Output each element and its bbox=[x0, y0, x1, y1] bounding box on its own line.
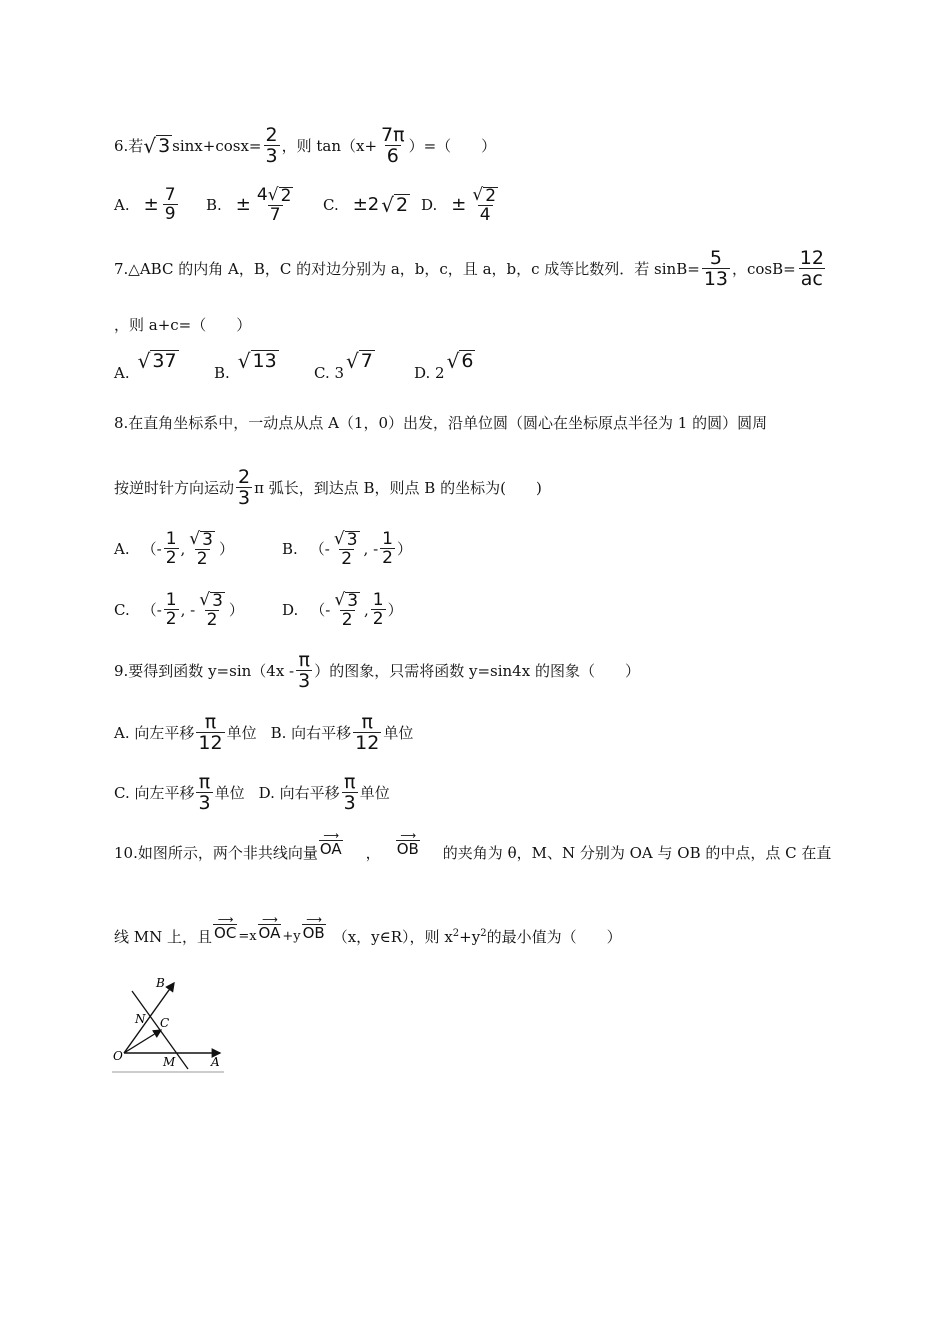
q8-text1: 8.在直角坐标系中，一动点从点 A（1，0）出发，沿单位圆（圆心在坐标原点半径为 1 的圆）圆周 bbox=[114, 414, 768, 432]
q7-stem bbox=[114, 248, 828, 289]
q6-frac2: $\frac{7\pi}{6}$ bbox=[381, 124, 405, 167]
vector-oa-2: ⟶ OA bbox=[258, 913, 281, 942]
q7-option-a[interactable]: A. √ 37 bbox=[114, 348, 177, 382]
vector-oc-line bbox=[124, 1030, 161, 1053]
q8-text2a: 按逆时针方向运动 bbox=[114, 479, 235, 497]
q6-end: ）=（ ） bbox=[408, 137, 497, 155]
q6-prefix: 6.若 bbox=[114, 137, 144, 155]
q7-stem-cont bbox=[114, 314, 251, 335]
q7-text2: ，cosB= bbox=[732, 260, 796, 278]
label-n: N bbox=[135, 1012, 146, 1026]
q7-frac1: $\frac{5}{13}$ bbox=[703, 247, 728, 290]
q10-figure bbox=[112, 973, 224, 1075]
q6-mid: sinx+cosx= bbox=[172, 136, 262, 155]
vector-ob: ⟶ OB bbox=[396, 829, 419, 858]
label-b: B bbox=[156, 976, 165, 990]
q8-stem-cont bbox=[114, 467, 542, 508]
q6-option-a[interactable]: A. ± $\frac{7}{9}$ bbox=[114, 185, 176, 224]
q6-frac1: $\frac{2}{3}$ bbox=[265, 124, 278, 167]
q8-option-d[interactable]: D. （- √ 3 2 , $\frac{1}{2}$ ） bbox=[282, 590, 403, 630]
q6-option-d[interactable]: D. ± √ 2 4 bbox=[421, 185, 497, 225]
q10-text4: （x，y∈R），则 $x^2+y^2$的最小值为（ ） bbox=[332, 928, 622, 946]
q8-text2b: π 弧长，到达点 B，则点 B 的坐标为( ) bbox=[254, 479, 542, 497]
vector-oa: ⟶ OA bbox=[319, 829, 342, 858]
label-c: C bbox=[160, 1016, 170, 1030]
q6-then: ，则 tan（x+ bbox=[281, 137, 378, 155]
q7-option-c[interactable]: C. 3 √ 7 bbox=[314, 348, 373, 382]
q8-frac: $\frac{2}{3}$ bbox=[238, 466, 251, 509]
q10-stem: 10.如图所示，两个非共线向量 ⟶ OA ， ⟶ OB 的夹角为 θ，M、N 分别为 OA 与 OB 的中点，点 C 在直 bbox=[114, 829, 832, 862]
q8-stem bbox=[114, 412, 767, 433]
q8-option-c[interactable]: C. （- $\frac{1}{2}$ , - √ 3 2 ） bbox=[114, 590, 244, 630]
q6-options bbox=[114, 185, 502, 224]
q9-frac: $\frac{\pi}{3}$ bbox=[298, 649, 311, 692]
q8-options-row1 bbox=[114, 529, 412, 568]
q9-options-row1 bbox=[114, 712, 413, 753]
q7-frac2: $\frac{12}{ac}$ bbox=[799, 247, 824, 290]
vector-oc: ⟶ OC bbox=[214, 913, 237, 942]
q6-option-c[interactable]: C. ±2 √ 2 bbox=[323, 193, 409, 217]
q10-text3: 线 MN 上，且 bbox=[114, 928, 213, 946]
q9-option-b[interactable]: B. 向右平移 $\frac{\pi}{12}$ 单位 bbox=[270, 711, 414, 754]
q6-sqrt: √ 3 bbox=[143, 134, 171, 158]
q9-text1: 9.要得到函数 y=sin（4x - bbox=[114, 662, 295, 680]
label-m: M bbox=[163, 1055, 176, 1069]
q9-stem bbox=[114, 650, 640, 691]
q8-option-b[interactable]: B. （- √ 3 2 , - $\frac{1}{2}$ ） bbox=[282, 529, 412, 569]
q8-options-row2 bbox=[114, 590, 403, 629]
q10-stem-cont: 线 MN 上，且 ⟶ OC =x ⟶ OA +y ⟶ OB （x，y∈R），则 $x^2+y^2$的最小值为（ ） bbox=[114, 913, 622, 946]
vector-ob-2: ⟶ OB bbox=[302, 913, 325, 942]
q9-options-row2 bbox=[114, 772, 390, 813]
label-o: O bbox=[113, 1049, 123, 1063]
q9-text2: ）的图象，只需将函数 y=sin4x 的图象（ ） bbox=[314, 662, 640, 680]
q7-option-d[interactable]: D. 2 √ 6 bbox=[414, 348, 474, 382]
q7-text3: ，则 a+c=（ ） bbox=[114, 316, 252, 334]
q8-option-a[interactable]: A. （- $\frac{1}{2}$ , √ 3 2 ） bbox=[114, 529, 234, 569]
label-a: A bbox=[211, 1055, 220, 1069]
q9-option-d[interactable]: D. 向右平移 $\frac{\pi}{3}$ 单位 bbox=[258, 771, 390, 814]
q6-option-b[interactable]: B. ± 4 √ 2 7 bbox=[206, 185, 292, 225]
q7-options bbox=[114, 348, 475, 382]
q10-text1: 10.如图所示，两个非共线向量 bbox=[114, 844, 318, 862]
q9-option-a[interactable]: A. 向左平移 $\frac{\pi}{12}$ 单位 bbox=[114, 711, 257, 754]
q10-text2: 的夹角为 θ，M、N 分别为 OA 与 OB 的中点，点 C 在直 bbox=[442, 844, 832, 862]
q7-text1: 7.△ABC 的内角 A，B，C 的对边分别为 a，b，c，且 a，b，c 成等比数列．若 sinB= bbox=[114, 260, 700, 278]
q7-option-b[interactable]: B. √ 13 bbox=[214, 348, 277, 382]
q9-option-c[interactable]: C. 向左平移 $\frac{\pi}{3}$ 单位 bbox=[114, 771, 245, 814]
q6-stem bbox=[114, 125, 496, 166]
